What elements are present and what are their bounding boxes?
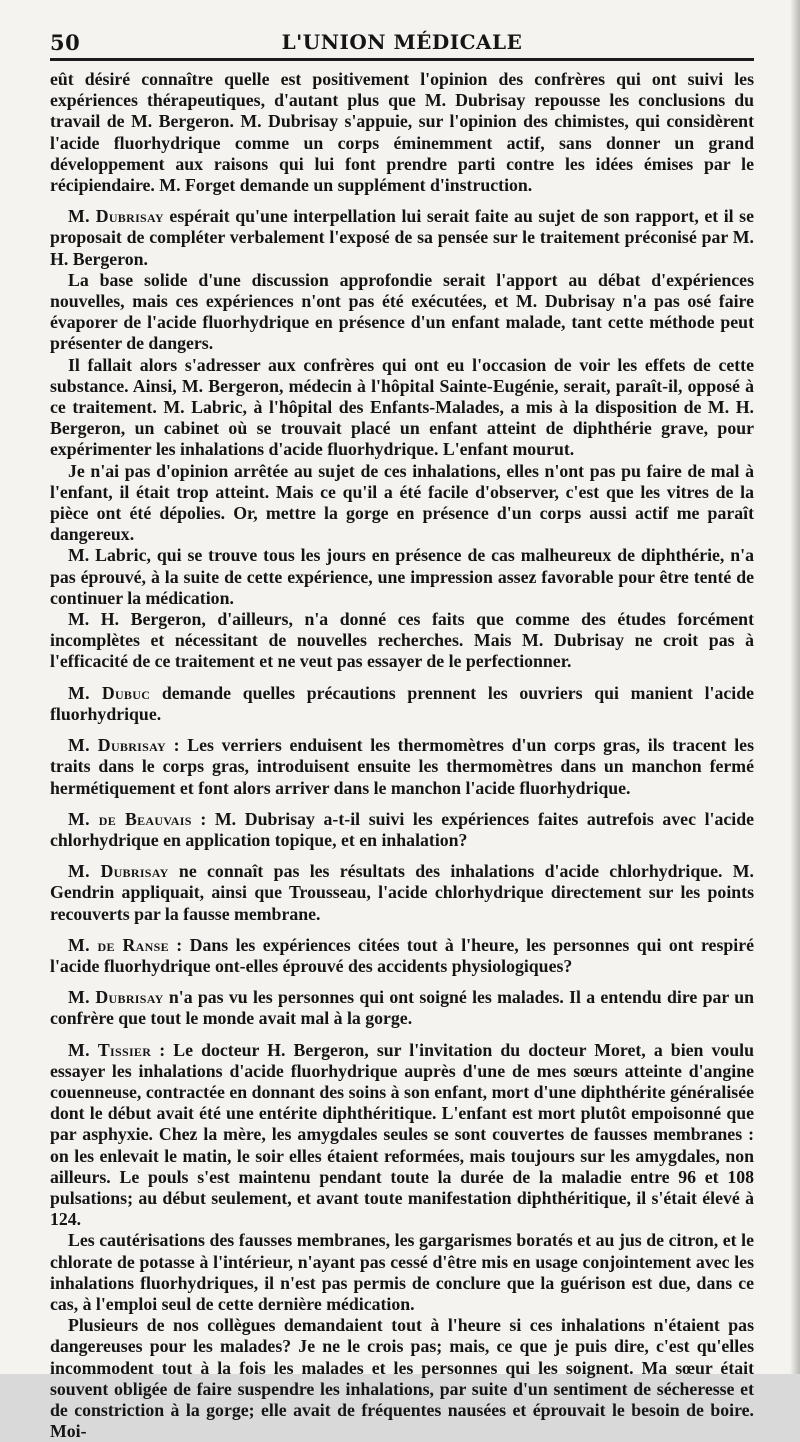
paragraph: M. H. Bergeron, d'ailleurs, n'a donné ces faits que comme des études forcément incomplètes et nécessitant de nouvelles recherches. Mais M. Dubrisay ne croit pas à l'efficacité de ce traitement et ne veut pas essayer de le perfectionner.	[50, 609, 754, 672]
page-header	[50, 22, 754, 61]
speaker: M. Dubuc	[68, 682, 151, 703]
paragraph: M. Dubrisay : Les verriers enduisent les thermomètres d'un corps gras, ils tracent les traits dans le corps gras, introduisent ensuite les thermomètres dans un manchon fermé hermétiquement et font alors arriver dans le manchon l'acide fluorhydrique.	[50, 735, 754, 798]
paragraph: M. Labric, qui se trouve tous les jours en présence de cas malheureux de diphthérie, n'a pas éprouvé, à la suite de cette expérience, une impression assez favorable pour être tenté de continuer la médication.	[50, 545, 754, 608]
paragraph: M. Dubuc demande quelles précautions prennent les ouvriers qui manient l'acide fluorhydrique.	[50, 682, 754, 724]
speaker: M. Dubrisay	[68, 735, 166, 756]
speaker: M. Dubrisay	[68, 206, 164, 227]
paragraph: Il fallait alors s'adresser aux confrères qui ont eu l'occasion de voir les effets de cette substance. Ainsi, M. Bergeron, médecin à l'hôpital Sainte-Eugénie, serait, paraît-il, opposé à ce traitement. M. Labric, à l'hôpital des Enfants-Malades, a mis à la disposition de M. H. Bergeron, un cabinet où se trouvait placé un enfant atteint de diphthérie grave, pour expérimenter les inhalations d'acide fluorhydrique. L'enfant mourut.	[50, 354, 754, 460]
paragraph: M. de Ranse : Dans les expériences citées tout à l'heure, les personnes qui ont respiré l'acide fluorhydrique ont-elles éprouvé des accidents physiologiques?	[50, 934, 754, 976]
speaker: M. de Beauvais	[68, 808, 192, 829]
paragraph: M. Tissier : Le docteur H. Bergeron, sur l'invitation du docteur Moret, a bien voulu essayer les inhalations d'acide fluorhydrique auprès d'une de mes sœurs atteinte d'angine couenneuse, contractée en donnant des soins à son enfant, mort d'une diphthérite généralisée dont le début avait été une entérite diphthéritique. L'enfant est mort plutôt empoisonné que par asphyxie. Chez la mère, les amygdales seules se sont couvertes de fausses membranes : on les enlevait le matin, le soir elles étaient reformées, mais toujours sur les amygdales, non ailleurs. Le pouls s'est maintenu pendant toute la durée de la maladie entre 96 et 108 pulsations; au début seulement, et avant toute manifestation diphthéritique, il s'était élevé à 124.	[50, 1039, 754, 1230]
paragraph: M. Dubrisay espérait qu'une interpellation lui serait faite au sujet de son rapport, et il se proposait de compléter verbalement l'exposé de sa pensée sur le traitement préconisé par M. H. Bergeron.	[50, 206, 754, 269]
paragraph: M. Dubrisay n'a pas vu les personnes qui ont soigné les malades. Il a entendu dire par un confrère que tout le monde avait mal à la gorge.	[50, 987, 754, 1029]
paragraph: M. Dubrisay ne connaît pas les résultats des inhalations d'acide chlorhydrique. M. Gendrin appliquait, ainsi que Trousseau, l'acide chlorhydrique directement sur les points recouverts par la fausse membrane.	[50, 861, 754, 924]
paragraph: La base solide d'une discussion approfondie serait l'apport au débat d'expériences nouvelles, mais ces expériences n'ont pas été exécutées, et M. Dubrisay n'a pas osé faire évaporer de l'acide fluorhydrique en présence d'un enfant malade, tant cette méthode peut présenter de dangers.	[50, 269, 754, 354]
page-number: 50	[50, 30, 81, 55]
paragraph: eût désiré connaître quelle est positivement l'opinion des confrères qui ont suivi les expériences thérapeutiques, d'autant plus que M. Dubrisay repousse les conclusions du travail de M. Bergeron. M. Dubrisay s'appuie, sur l'opinion des chimistes, qui considèrent l'acide fluorhydrique comme un corps éminemment actif, sans donner un grand développement aux raisons qui lui font prendre parti contre les idées émises par le récipiendaire. M. Forget demande un supplément d'instruction.	[50, 69, 754, 196]
paragraph: Plusieurs de nos collègues demandaient tout à l'heure si ces inhalations n'étaient pas dangereuses pour les malades? Je ne le crois pas; mais, ce que je puis dire, c'est qu'elles incommodent tout à la fois les malades et les personnes qui les soignent. Ma sœur était souvent obligée de faire suspendre les inhalations, par suite d'un sentiment de sécheresse et de constriction à la gorge; elle avait de fréquentes nausées et éprouvait le besoin de boire. Moi-	[50, 1315, 754, 1442]
page-edge-shadow	[790, 0, 800, 1374]
paragraph: M. de Beauvais : M. Dubrisay a-t-il suivi les expériences faites autrefois avec l'acide chlorhydrique en application topique, et en inhalation?	[50, 808, 754, 850]
speaker: M. Dubrisay	[68, 987, 164, 1008]
speaker: M. de Ranse	[68, 934, 169, 955]
speaker: M. Dubrisay	[68, 861, 169, 882]
running-head: L'UNION MÉDICALE	[281, 30, 523, 54]
paragraph: Je n'ai pas d'opinion arrêtée au sujet de ces inhalations, elles n'ont pas pu faire de mal à l'enfant, il était trop atteint. Mais ce qu'il a été facile d'observer, c'est que les vitres de la pièce ont été dépolies. Or, mettre la gorge en présence d'un corps aussi actif me paraît dangereux.	[50, 460, 754, 545]
speaker: M. Tissier	[68, 1039, 152, 1060]
article-body	[50, 69, 754, 1442]
paragraph: Les cautérisations des fausses membranes, les gargarismes boratés et au jus de citron, et le chlorate de potasse à l'intérieur, n'ayant pas cessé d'être mis en usage conjointement avec les inhalations fluorhydriques, il n'est pas permis de conclure que la guérison est due, dans ce cas, à l'emploi seul de cette dernière médication.	[50, 1230, 754, 1314]
